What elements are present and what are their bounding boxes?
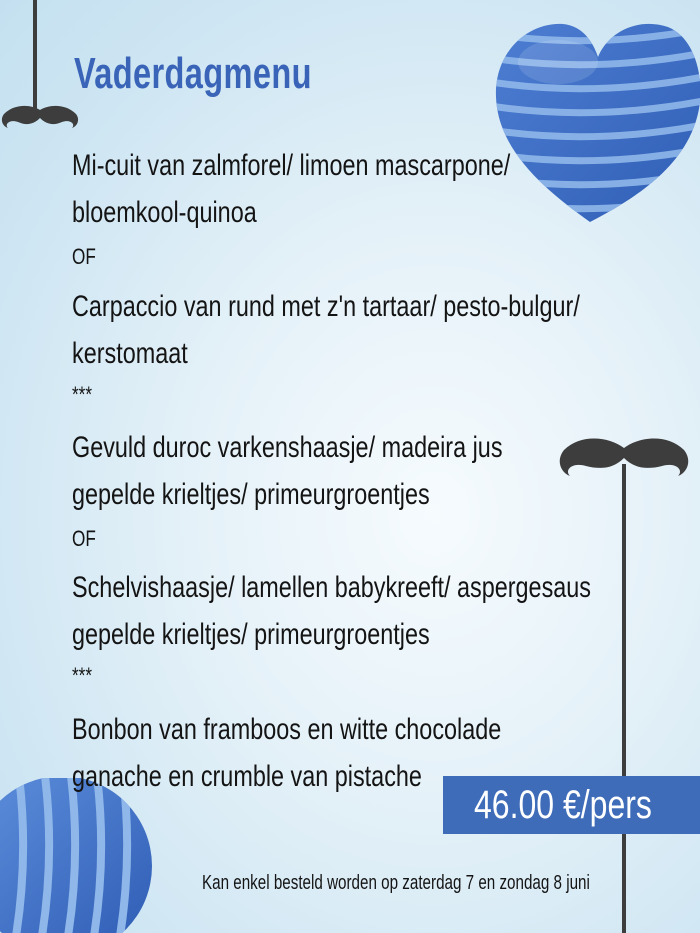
menu-separator-or: OF <box>72 526 96 551</box>
menu-separator-or: OF <box>72 244 96 269</box>
striped-heart-icon <box>488 12 700 227</box>
menu-line: Gevuld duroc varkenshaasje/ madeira jus <box>72 431 503 464</box>
menu-separator-stars: *** <box>72 382 93 407</box>
menu-separator-stars: *** <box>72 663 93 688</box>
striped-balloon-icon <box>0 778 160 933</box>
menu-line: Carpaccio van rund met z'n tartaar/ pesto-bulgur/ <box>72 290 580 323</box>
menu-line: Mi-cuit van zalmforel/ limoen mascarpone/ <box>72 149 511 182</box>
menu-line: ganache en crumble van pistache <box>72 760 422 793</box>
menu-line: bloemkool-quinoa <box>72 196 257 229</box>
menu-line: Schelvishaasje/ lamellen babykreeft/ aspergesaus <box>72 571 592 604</box>
price-label: 46.00 €/pers <box>474 783 652 827</box>
menu-line: gepelde krieltjes/ primeurgroentjes <box>72 618 430 651</box>
mustache-icon <box>556 434 696 933</box>
menu-line: Bonbon van framboos en witte chocolade <box>72 713 502 746</box>
menu-line: gepelde krieltjes/ primeurgroentjes <box>72 478 430 511</box>
menu-line: kerstomaat <box>72 337 188 370</box>
menu-title: Vaderdagmenu <box>74 49 312 98</box>
mustache-icon <box>0 0 82 140</box>
availability-note: Kan enkel besteld worden op zaterdag 7 en zondag 8 juni <box>202 872 590 894</box>
